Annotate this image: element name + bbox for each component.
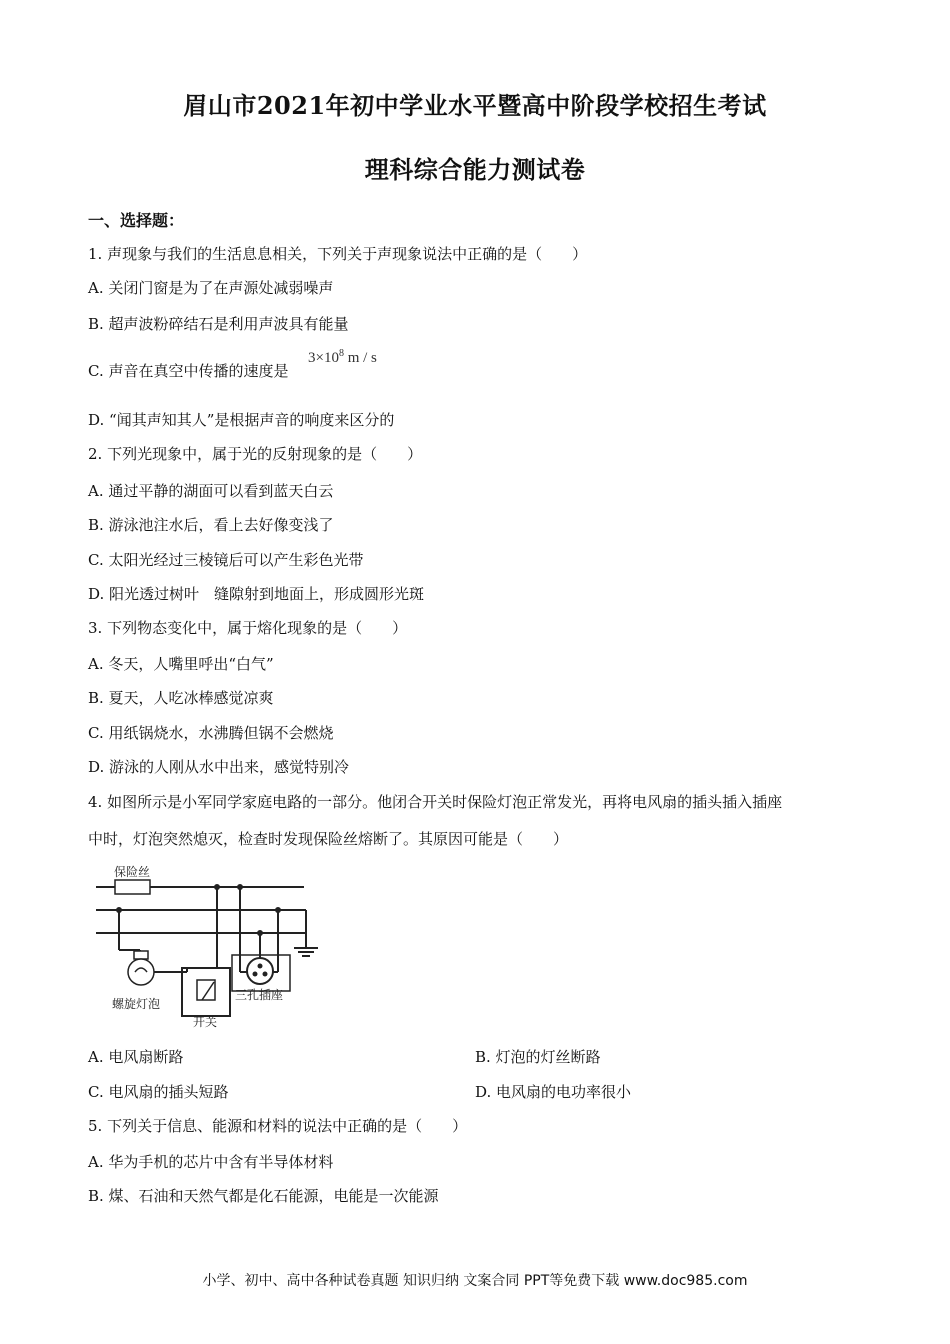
question-3-stem: 3. 下列物态变化中，属于熔化现象的是（ ） (88, 619, 408, 637)
question-2-option-b: B. 游泳池注水后，看上去好像变浅了 (88, 516, 334, 534)
question-1-option-a: A. 关闭门窗是为了在声源处减弱噪声 (88, 279, 334, 297)
formula-unit: m / s (343, 350, 377, 366)
question-1-option-c (88, 360, 288, 381)
question-2-option-d: D. 阳光透过树叶 缝隙射到地面上，形成圆形光斑 (88, 585, 425, 603)
question-4-option-a: A. 电风扇断路 (88, 1048, 184, 1066)
question-4-option-d: D. 电风扇的电功率很小 (475, 1083, 632, 1101)
question-1-option-c-text: C. 声音在真空中传播的速度是 (88, 362, 289, 380)
question-4-stem-line1: 4. 如图所示是小军同学家庭电路的一部分。他闭合开关时保险灯泡正常发光，再将电风扇的插头插入插座 (88, 793, 783, 811)
switch-label: 开关 (193, 1015, 218, 1029)
question-4-option-b: B. 灯泡的灯丝断路 (475, 1048, 601, 1066)
formula-base: 3×10 (308, 350, 339, 366)
fuse-label: 保险丝 (114, 865, 151, 879)
exam-subtitle: 理科综合能力测试卷 (364, 155, 586, 184)
question-5-stem: 5. 下列关于信息、能源和材料的说法中正确的是（ ） (88, 1117, 468, 1135)
question-4-stem-line2: 中时，灯泡突然熄灭，检查时发现保险丝熔断了。其原因可能是（ ） (88, 830, 569, 848)
question-3-option-b: B. 夏天，人吃冰棒感觉凉爽 (88, 689, 274, 707)
question-2-stem: 2. 下列光现象中，属于光的反射现象的是（ ） (88, 445, 423, 463)
question-1-option-b: B. 超声波粉碎结石是利用声波具有能量 (88, 315, 349, 333)
question-5-option-a: A. 华为手机的芯片中含有半导体材料 (88, 1153, 334, 1171)
speed-formula (308, 348, 377, 367)
bulb-label: 螺旋灯泡 (112, 997, 161, 1011)
circuit-diagram (92, 860, 332, 1030)
question-2-option-c: C. 太阳光经过三棱镜后可以产生彩色光带 (88, 551, 364, 569)
question-3-option-a: A. 冬天，人嘴里呼出“白气” (88, 655, 274, 673)
section-heading: 一、选择题： (88, 211, 185, 230)
page-footer: 小学、初中、高中各种试卷真题 知识归纳 文案合同 PPT等免费下载 www.doc985.com (202, 1273, 748, 1289)
formula-exponent: 8 (338, 348, 344, 359)
socket-label: 三孔插座 (235, 988, 284, 1002)
exam-title: 眉山市2021年初中学业水平暨高中阶段学校招生考试 (183, 91, 767, 120)
question-5-option-b: B. 煤、石油和天然气都是化石能源，电能是一次能源 (88, 1187, 439, 1205)
question-4-option-c: C. 电风扇的插头短路 (88, 1083, 229, 1101)
question-3-option-d: D. 游泳的人刚从水中出来，感觉特别冷 (88, 758, 350, 776)
question-1-option-d: D. “闻其声知其人”是根据声音的响度来区分的 (88, 411, 395, 429)
question-2-option-a: A. 通过平静的湖面可以看到蓝天白云 (88, 482, 334, 500)
question-3-option-c: C. 用纸锅烧水，水沸腾但锅不会燃烧 (88, 724, 334, 742)
question-1-stem: 1. 声现象与我们的生活息息相关，下列关于声现象说法中正确的是（ ） (88, 245, 588, 263)
